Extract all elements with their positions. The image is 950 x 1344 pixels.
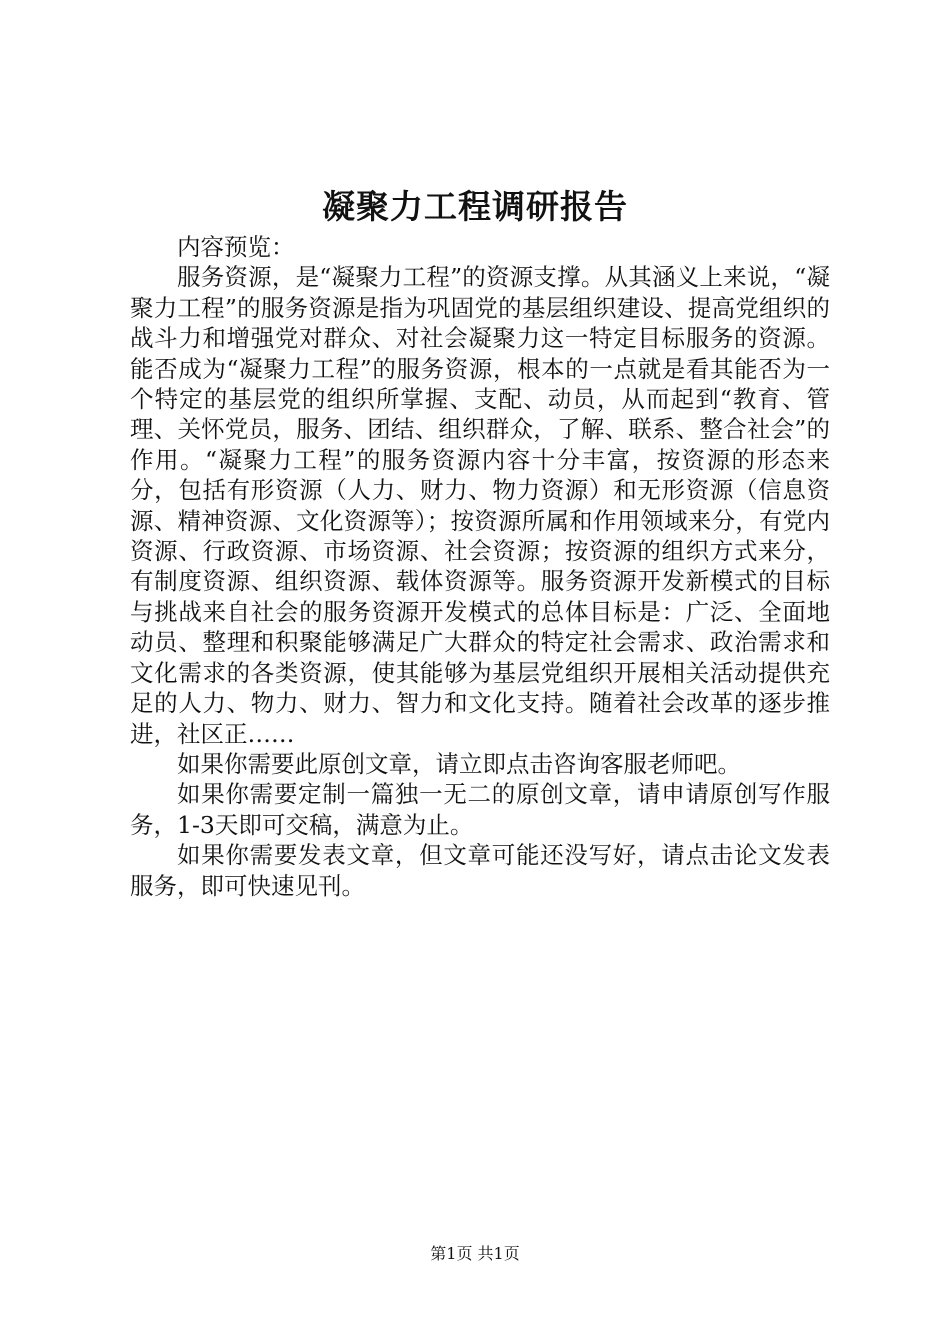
preview-label: 内容预览： bbox=[177, 233, 295, 261]
preview-paragraph: 服务资源，是“凝聚力工程”的资源支撑。从其涵义上来说，“凝聚力工程”的服务资源是指为巩固党的基层组织建设、提高党组织的战斗力和增强党对群众、对社会凝聚力这一特定目标服务的资源。能否成为“凝聚力工程”的服务资源，根本的一点就是看其能否为一个特定的基层党的组织所掌握、支配、动员，从而起到“教育、管理、关怀党员，服务、团结、组织群众，了解、联系、整合社会”的作用。“凝聚力工程”的服务资源内容十分丰富，按资源的形态来分，包括有形资源（人力、财力、物力资源）和无形资源（信息资源、精神资源、文化资源等）；按资源所属和作用领域来分，有党内资源、行政资源、市场资源、社会资源；按资源的组织方式来分，有制度资源、组织资源、载体资源等。服务资源开发新模式的目标与挑战来自社会的服务资源开发模式的总体目标是：广泛、全面地动员、整理和积聚能够满足广大群众的特定社会需求、政治需求和文化需求的各类资源，使其能够为基层党组织开展相关活动提供充足的人力、物力、财力、智力和文化支持。随着社会改革的逐步推进，社区正…… bbox=[130, 263, 830, 748]
custom-writing-paragraph: 如果你需要定制一篇独一无二的原创文章，请申请原创写作服务，1-3天即可交稿，满意为止。 bbox=[130, 780, 830, 839]
page-footer: 第1页 共1页 bbox=[430, 1244, 520, 1263]
document-title: 凝聚力工程调研报告 bbox=[322, 187, 628, 226]
document-body bbox=[130, 232, 830, 901]
consult-paragraph: 如果你需要此原创文章，请立即点击咨询客服老师吧。 bbox=[177, 749, 741, 778]
publishing-paragraph: 如果你需要发表文章，但文章可能还没写好，请点击论文发表服务，即可快速见刊。 bbox=[130, 841, 830, 900]
